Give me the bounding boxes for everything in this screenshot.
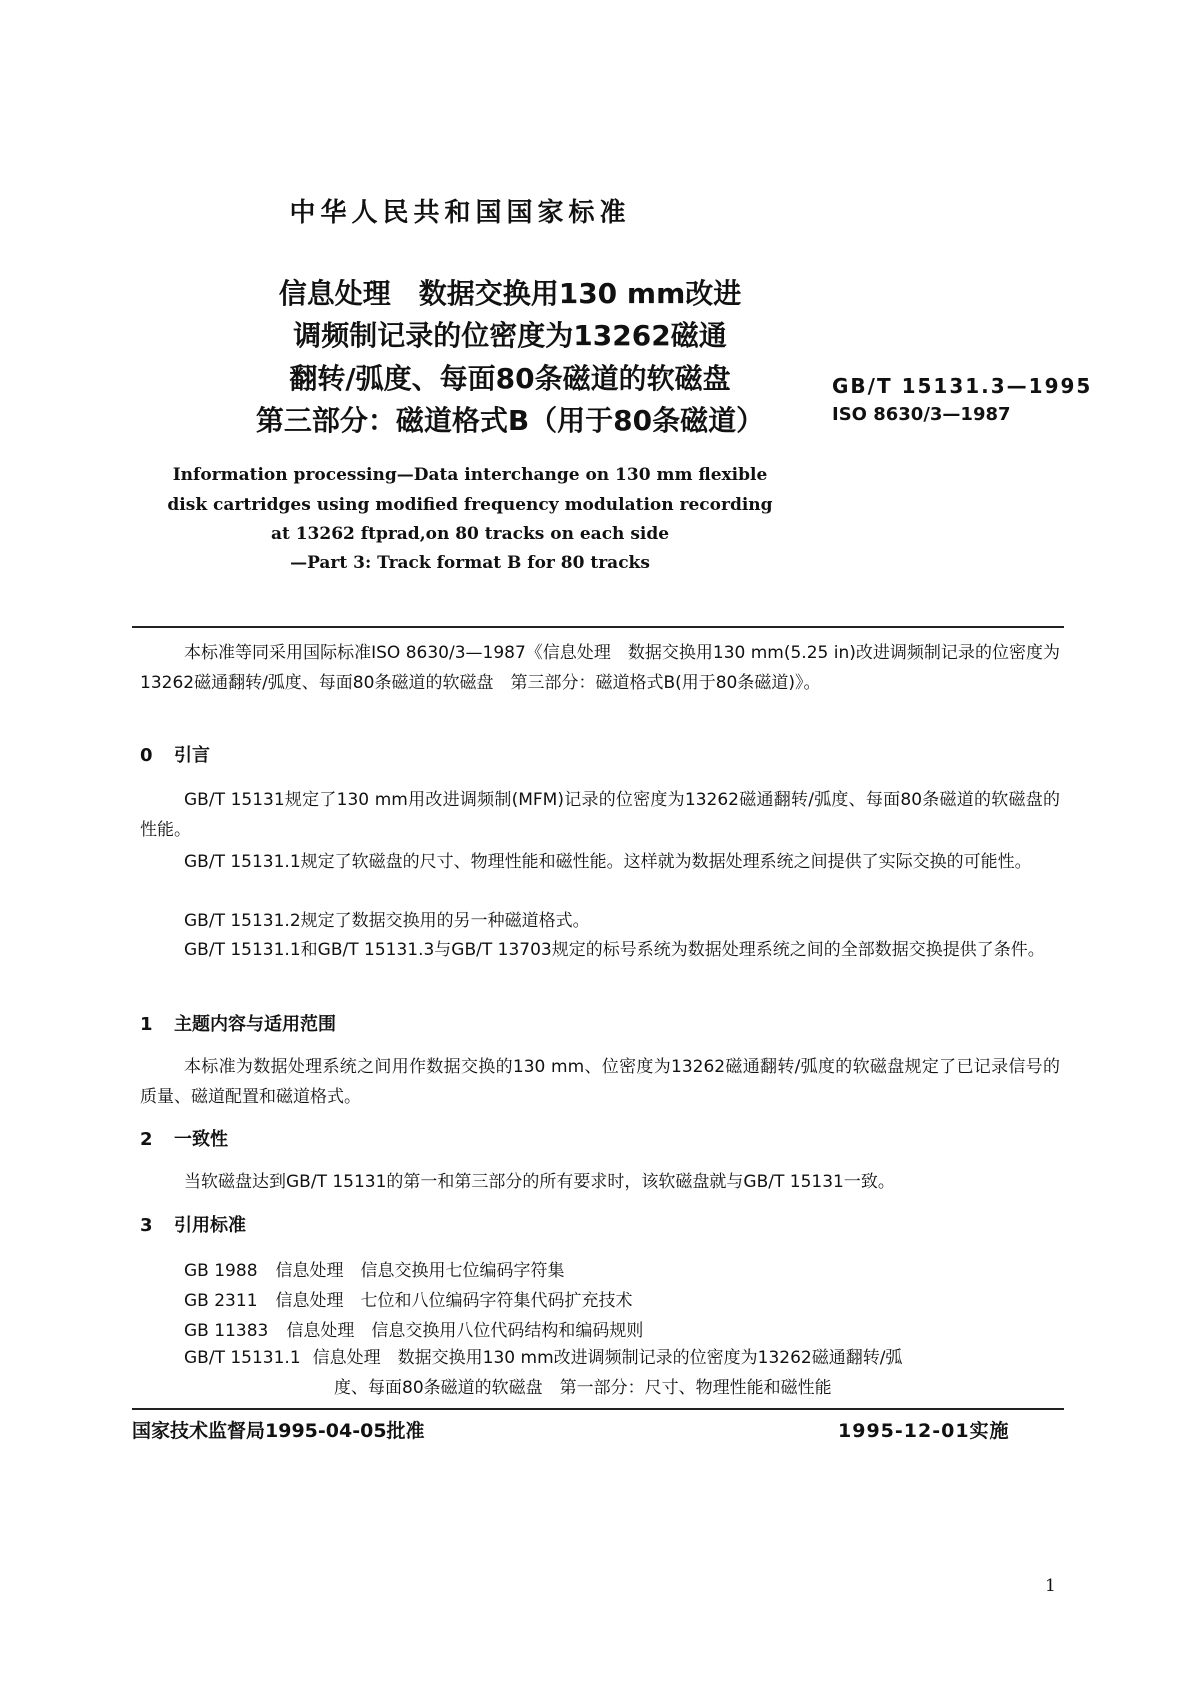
section-number: 3 [140,1215,153,1236]
section-3-heading [140,1211,246,1237]
foreword-paragraph: 本标准等同采用国际标准ISO 8630/3—1987《信息处理 数据交换用130 mm(5.25 in)改进调频制记录的位密度为13262磁通翻转/弧度、每面80条磁道的软磁盘 第三部分：磁道格式B(用于80条磁道)》。 [140,643,1060,693]
title-cn-line-3: 翻转/弧度、每面80条磁道的软磁盘 [289,362,731,395]
approval-date: 国家技术监督局1995-04-05批准 [132,1420,425,1442]
reference-title: 信息处理 信息交换用七位编码字符集 [275,1261,565,1281]
reference-title: 信息处理 七位和八位编码字符集代码扩充技术 [275,1291,633,1311]
page-number: 1 [1045,1576,1056,1596]
title-en-line-2: disk cartridges using modified frequency modulation recording [167,495,773,515]
reference-code: GB 1988 [184,1261,258,1281]
national-standard-heading: 中华人民共和国国家标准 [289,198,631,228]
title-en-line-1: Information processing—Data interchange on 130 mm flexible [172,465,768,485]
section-2-heading [140,1125,228,1151]
reference-title: 信息处理 信息交换用八位代码结构和编码规则 [286,1321,644,1341]
reference-item [184,1316,643,1341]
reference-item [184,1256,565,1281]
section-title: 引用标准 [174,1215,246,1236]
reference-code: GB 11383 [184,1321,269,1341]
gb-standard-number: GB/T 15131.3—1995 [832,374,1093,398]
top-divider [132,626,1064,628]
reference-item [184,1286,633,1311]
effective-date: 1995-12-01实施 [838,1420,1010,1442]
section-number: 1 [140,1014,153,1035]
section-1-heading [140,1010,336,1036]
section-title: 一致性 [174,1129,228,1150]
section-1-para-1: 本标准为数据处理系统之间用作数据交换的130 mm、位密度为13262磁通翻转/弧度的软磁盘规定了已记录信号的质量、磁道配置和磁道格式。 [140,1057,1060,1107]
title-cn-line-2: 调频制记录的位密度为13262磁通 [293,319,727,352]
section-title: 主题内容与适用范围 [174,1014,336,1035]
section-0-para-4: GB/T 15131.1和GB/T 15131.3与GB/T 13703规定的标号系统为数据处理系统之间的全部数据交换提供了条件。 [184,940,1045,960]
reference-title-continued: 度、每面80条磁道的软磁盘 第一部分：尺寸、物理性能和磁性能 [334,1378,832,1398]
section-title: 引言 [174,745,210,766]
title-cn-line-1: 信息处理 数据交换用130 mm改进 [278,277,742,310]
reference-code: GB 2311 [184,1291,258,1311]
title-en-line-3: at 13262 ftprad,on 80 tracks on each side [270,524,670,544]
reference-title: 信息处理 数据交换用130 mm改进调频制记录的位密度为13262磁通翻转/弧 [312,1348,903,1368]
iso-standard-number: ISO 8630/3—1987 [832,404,1011,425]
section-0-heading [140,741,210,767]
footer-divider [132,1408,1064,1410]
title-cn-line-4: 第三部分：磁道格式B（用于80条磁道） [255,404,765,437]
section-number: 0 [140,745,153,766]
section-0-para-3: GB/T 15131.2规定了数据交换用的另一种磁道格式。 [184,911,590,931]
section-2-para-1: 当软磁盘达到GB/T 15131的第一和第三部分的所有要求时，该软磁盘就与GB/T 15131一致。 [184,1172,895,1192]
title-en-line-4: —Part 3: Track format B for 80 tracks [290,553,650,573]
section-0-para-1: GB/T 15131规定了130 mm用改进调频制(MFM)记录的位密度为13262磁通翻转/弧度、每面80条磁道的软磁盘的性能。 [140,790,1060,840]
section-0-para-2: GB/T 15131.1规定了软磁盘的尺寸、物理性能和磁性能。这样就为数据处理系统之间提供了实际交换的可能性。 [184,852,1032,872]
reference-code: GB/T 15131.1 [184,1348,301,1368]
section-number: 2 [140,1129,153,1150]
reference-item [184,1343,1064,1403]
